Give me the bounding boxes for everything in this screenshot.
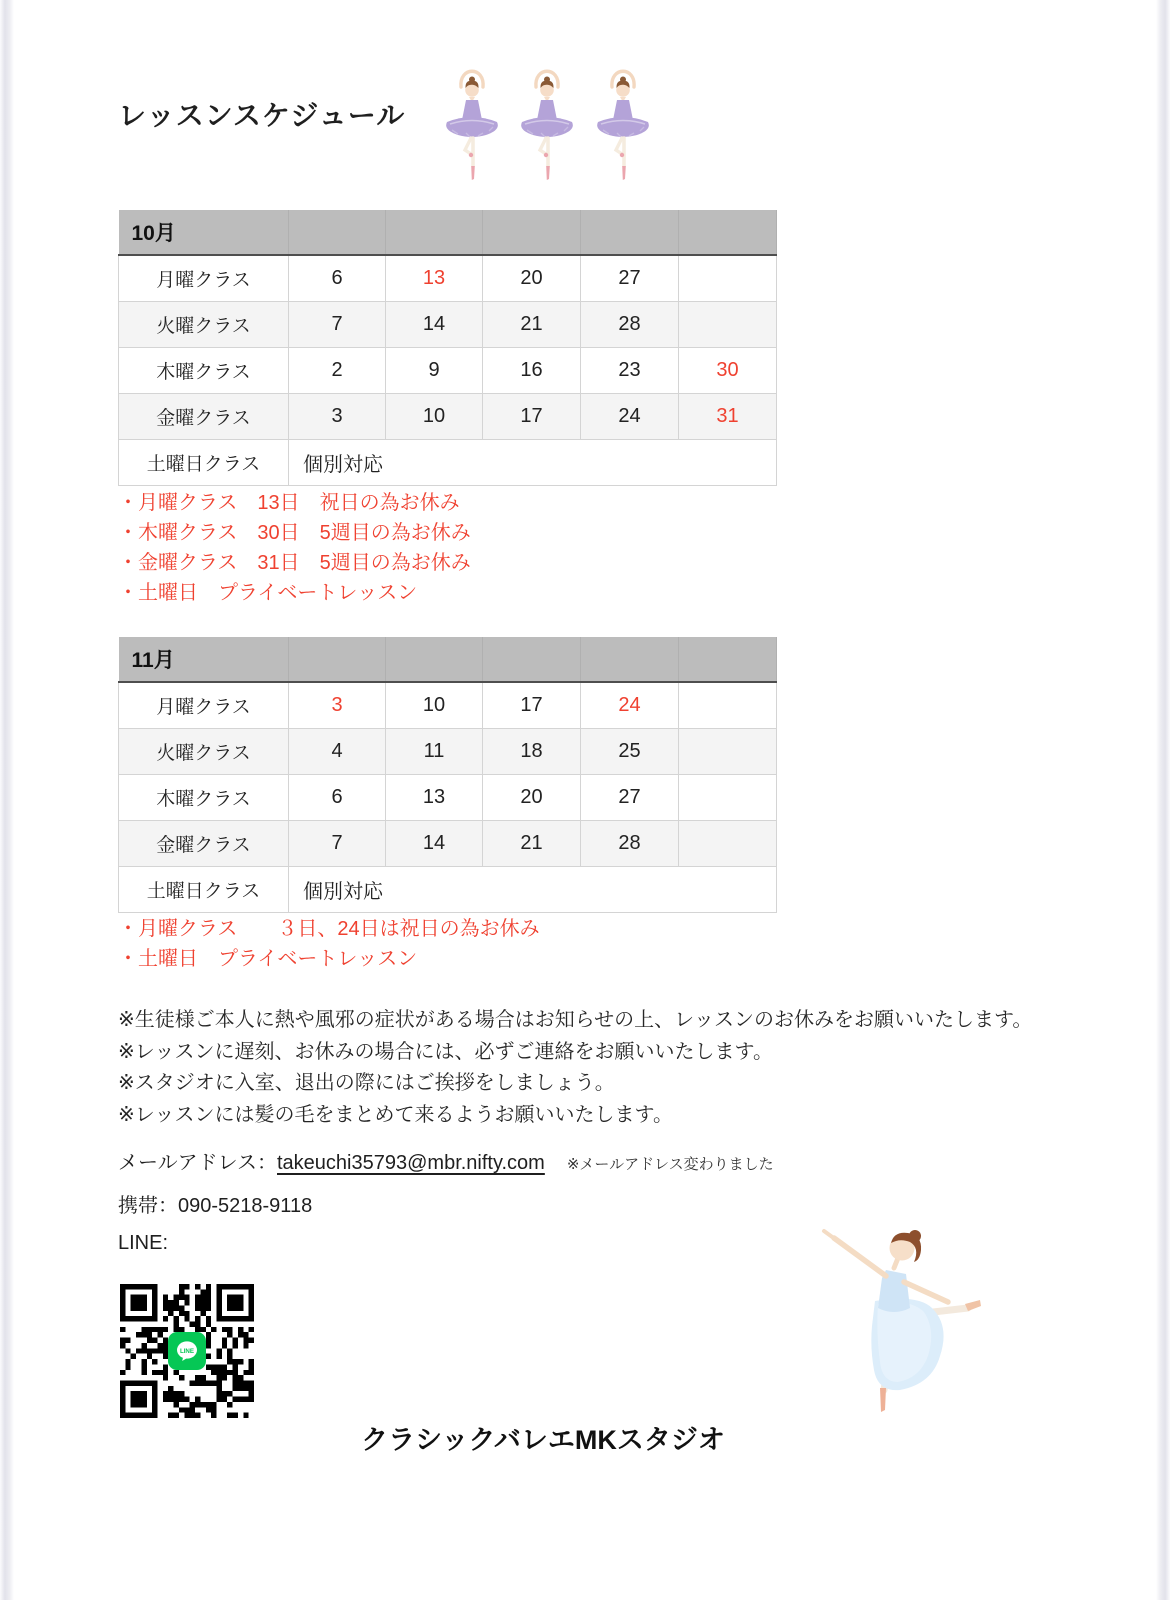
- phone-label: 携帯：: [118, 1195, 178, 1217]
- general-notes: [118, 1005, 1032, 1131]
- day-cell: 6: [289, 774, 386, 820]
- day-cell: 7: [289, 301, 386, 347]
- day-cell: 16: [483, 347, 581, 393]
- day-cell: [679, 301, 777, 347]
- day-cell: 27: [581, 774, 679, 820]
- month-header-empty-cell: [679, 637, 777, 682]
- day-cell: 23: [581, 347, 679, 393]
- day-cell: 17: [483, 393, 581, 439]
- class-row: [119, 820, 777, 866]
- holiday-note-line: ・金曜クラス 31日 5週目の為お休み: [118, 552, 471, 574]
- holiday-note-line: ・月曜クラス ３日、24日は祝日の為お休み: [118, 918, 540, 940]
- month-header-empty-cell: [483, 637, 581, 682]
- day-cell: 6: [289, 255, 386, 301]
- day-cell: 2: [289, 347, 386, 393]
- ballerina-purple-icon: [589, 60, 657, 188]
- day-cell: 21: [483, 301, 581, 347]
- saturday-label: 土曜日クラス: [119, 866, 289, 912]
- class-label: 金曜クラス: [119, 393, 289, 439]
- day-cell: [679, 682, 777, 728]
- holiday-note-line: ・木曜クラス 30日 5週目の為お休み: [118, 522, 471, 544]
- saturday-row: [119, 439, 777, 485]
- email-link[interactable]: takeuchi35793@mbr.nifty.com: [277, 1152, 545, 1174]
- day-cell: [679, 774, 777, 820]
- holiday-notes: [118, 488, 471, 608]
- class-label: 火曜クラス: [119, 728, 289, 774]
- day-cell: 11: [386, 728, 483, 774]
- line-qr-code[interactable]: [120, 1284, 254, 1418]
- email-label: メールアドレス：: [118, 1152, 277, 1174]
- general-note-line: ※レッスンに遅刻、お休みの場合には、必ずご連絡をお願いいたします。: [118, 1040, 773, 1063]
- class-label: 木曜クラス: [119, 774, 289, 820]
- holiday-note-line: ・土曜日 プライベートレッスン: [118, 948, 418, 970]
- class-row: [119, 728, 777, 774]
- class-row: [119, 393, 777, 439]
- day-cell: 7: [289, 820, 386, 866]
- page-edge-left: [0, 0, 14, 1600]
- day-cell: 14: [386, 820, 483, 866]
- class-label: 火曜クラス: [119, 301, 289, 347]
- month-header-empty-cell: [386, 210, 483, 255]
- day-cell: 13: [386, 774, 483, 820]
- day-cell: 20: [483, 255, 581, 301]
- day-cell: 17: [483, 682, 581, 728]
- class-label: 月曜クラス: [119, 255, 289, 301]
- saturday-value: 個別対応: [289, 866, 777, 912]
- day-cell: 28: [581, 820, 679, 866]
- class-label: 月曜クラス: [119, 682, 289, 728]
- day-cell: 18: [483, 728, 581, 774]
- email-line: [118, 1146, 774, 1175]
- day-cell: 24: [581, 682, 679, 728]
- day-cell: 10: [386, 682, 483, 728]
- ballerina-blue-icon: [782, 1198, 982, 1425]
- general-note-line: ※レッスンには髪の毛をまとめて来るようお願いいたします。: [118, 1103, 673, 1126]
- svg-text:LINE: LINE: [179, 1347, 195, 1355]
- day-cell: 28: [581, 301, 679, 347]
- day-cell: 31: [679, 393, 777, 439]
- phone-number: 090-5218-9118: [178, 1195, 313, 1217]
- holiday-note-line: ・土曜日 プライベートレッスン: [118, 582, 418, 604]
- phone-line: [118, 1189, 774, 1218]
- class-row: [119, 682, 777, 728]
- saturday-row: [119, 866, 777, 912]
- contact-block: [118, 1146, 774, 1269]
- class-row: [119, 255, 777, 301]
- general-note-line: ※生徒様ご本人に熱や風邪の症状がある場合はお知らせの上、レッスンのお休みをお願いいたします。: [118, 1009, 1033, 1031]
- class-row: [119, 301, 777, 347]
- month-header-empty-cell: [483, 210, 581, 255]
- page-title: レッスンスケジュール: [118, 100, 406, 131]
- day-cell: 9: [386, 347, 483, 393]
- line-logo-icon: [168, 1332, 206, 1370]
- day-cell: 25: [581, 728, 679, 774]
- saturday-label: 土曜日クラス: [119, 439, 289, 485]
- line-label: LINE:: [118, 1232, 169, 1254]
- day-cell: 30: [679, 347, 777, 393]
- class-row: [119, 774, 777, 820]
- day-cell: [679, 255, 777, 301]
- class-label: 木曜クラス: [119, 347, 289, 393]
- month-header-empty-cell: [386, 637, 483, 682]
- class-row: [119, 347, 777, 393]
- day-cell: 14: [386, 301, 483, 347]
- day-cell: 20: [483, 774, 581, 820]
- month-header-empty-cell: [581, 637, 679, 682]
- day-cell: 21: [483, 820, 581, 866]
- month-header-cell: 11月: [119, 637, 289, 682]
- day-cell: 3: [289, 682, 386, 728]
- day-cell: 13: [386, 255, 483, 301]
- ballerina-purple-icon: [513, 60, 581, 188]
- email-changed-note: ※メールアドレス変わりました: [566, 1156, 774, 1173]
- saturday-value: 個別対応: [289, 439, 777, 485]
- page-edge-right: [1156, 0, 1170, 1600]
- ballerina-purple-icon: [438, 60, 506, 188]
- holiday-note-line: ・月曜クラス 13日 祝日の為お休み: [118, 492, 460, 514]
- month-header-empty-cell: [289, 210, 386, 255]
- day-cell: 27: [581, 255, 679, 301]
- day-cell: [679, 728, 777, 774]
- day-cell: [679, 820, 777, 866]
- day-cell: 24: [581, 393, 679, 439]
- day-cell: 10: [386, 393, 483, 439]
- studio-name: クラシックバレエMKスタジオ: [361, 1425, 725, 1455]
- month-header-empty-cell: [289, 637, 386, 682]
- general-note-line: ※スタジオに入室、退出の際にはご挨拶をしましょう。: [118, 1072, 615, 1094]
- month-header-cell: 10月: [119, 210, 289, 255]
- holiday-notes: [118, 914, 540, 974]
- month-header-empty-cell: [581, 210, 679, 255]
- day-cell: 4: [289, 728, 386, 774]
- month-header-empty-cell: [679, 210, 777, 255]
- class-label: 金曜クラス: [119, 820, 289, 866]
- schedule-table-10月: [118, 210, 777, 486]
- schedule-table-11月: [118, 637, 777, 913]
- ballerina-row: [438, 60, 660, 188]
- day-cell: 3: [289, 393, 386, 439]
